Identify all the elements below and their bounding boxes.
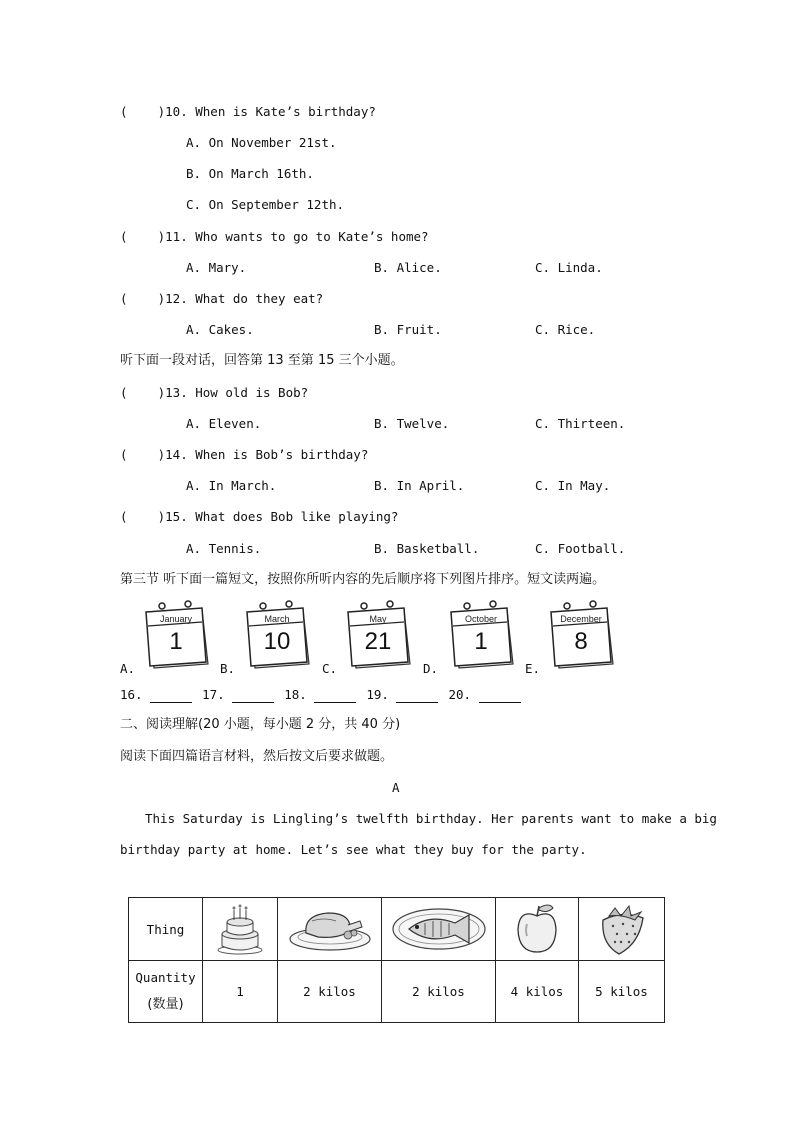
table-header-quantity: [129, 961, 203, 1023]
calendar-day: 10: [263, 628, 291, 655]
table-row: [129, 961, 665, 1023]
question-11-option-b: B. Alice.: [374, 260, 442, 275]
calendar-month: October: [464, 614, 497, 624]
calendar-icon: [144, 600, 208, 670]
question-15-option-c: C. Football.: [535, 541, 626, 556]
question-12-stem: ( )12. What do they eat?: [120, 291, 324, 306]
part-2-instruction: 阅读下面四篇语言材料，然后按文后要求做题。: [120, 749, 394, 764]
quantity-label: Quantity: [135, 970, 196, 985]
question-13-option-a: A. Eleven.: [186, 416, 262, 431]
question-14-option-a: A. In March.: [186, 478, 277, 493]
apple-icon: [513, 900, 561, 956]
fish-icon: [389, 903, 489, 953]
table-row: [129, 898, 665, 961]
section-3-heading: 第三节 听下面一篇短文，按照你所听内容的先后顺序将下列图片排序。短文读两遍。: [120, 572, 606, 587]
question-12-option-c: C. Rice.: [535, 322, 596, 337]
calendar-month: March: [264, 614, 290, 624]
answer-blanks: [120, 687, 531, 703]
answer-blank-19[interactable]: [396, 690, 438, 703]
table-cell: [382, 898, 496, 961]
answer-blank-20[interactable]: [479, 690, 521, 703]
blank-label: 16.: [120, 687, 143, 702]
question-15-stem: ( )15. What does Bob like playing?: [120, 509, 399, 524]
calendar-letter: B.: [220, 661, 236, 676]
table-cell: [496, 898, 579, 961]
table-cell: [579, 898, 665, 961]
question-14-option-c: C. In May.: [535, 478, 611, 493]
passage-line-1: This Saturday is Lingling’s twelfth birthday. Her parents want to make a big: [145, 811, 717, 826]
question-14-stem: ( )14. When is Bob’s birthday?: [120, 447, 369, 462]
calendar-letter: A.: [120, 661, 136, 676]
table-cell-quantity: 1: [203, 961, 278, 1023]
calendar-icon: [449, 600, 513, 670]
calendar-day: 1: [169, 628, 183, 655]
question-10-option-b: B. On March 16th.: [186, 166, 314, 181]
calendar-day: 8: [574, 628, 588, 655]
question-13-stem: ( )13. How old is Bob?: [120, 385, 309, 400]
passage-line-2: birthday party at home. Let’s see what they buy for the party.: [120, 842, 587, 857]
calendar-icon: [245, 600, 309, 670]
blank-label: 18.: [284, 687, 307, 702]
table-cell-quantity: 4 kilos: [496, 961, 579, 1023]
question-12-option-b: B. Fruit.: [374, 322, 442, 337]
calendar-day: 1: [474, 628, 488, 655]
shopping-table: [128, 897, 665, 1023]
answer-blank-17[interactable]: [232, 690, 274, 703]
table-cell-quantity: 2 kilos: [278, 961, 382, 1023]
calendar-day: 21: [364, 628, 392, 655]
question-14-option-b: B. In April.: [374, 478, 465, 493]
blank-label: 19.: [366, 687, 389, 702]
answer-blank-16[interactable]: [150, 690, 192, 703]
question-10-option-a: A. On November 21st.: [186, 135, 337, 150]
question-12-option-a: A. Cakes.: [186, 322, 254, 337]
question-11-option-c: C. Linda.: [535, 260, 603, 275]
question-10-stem: ( )10. When is Kate’s birthday?: [120, 104, 376, 119]
question-13-option-b: B. Twelve.: [374, 416, 450, 431]
passage-label: A: [392, 780, 400, 795]
table-cell: [203, 898, 278, 961]
answer-blank-18[interactable]: [314, 690, 356, 703]
strawberry-icon: [595, 900, 649, 956]
question-11-stem: ( )11. Who wants to go to Kate’s home?: [120, 229, 429, 244]
calendar-month: May: [369, 614, 387, 624]
instruction-13-15: 听下面一段对话，回答第 13 至第 15 三个小题。: [120, 353, 404, 368]
table-cell: [278, 898, 382, 961]
calendar-icon: [346, 600, 410, 670]
blank-label: 17.: [202, 687, 225, 702]
chicken-icon: [288, 903, 372, 953]
question-11-option-a: A. Mary.: [186, 260, 247, 275]
quantity-label-zh: (数量): [147, 997, 184, 1012]
calendar-letter: D.: [423, 661, 439, 676]
calendar-month: January: [159, 614, 193, 624]
part-2-title: 二、阅读理解(20 小题，每小题 2 分，共 40 分): [120, 717, 401, 732]
calendar-month: December: [560, 614, 602, 624]
table-cell-quantity: 5 kilos: [579, 961, 665, 1023]
question-15-option-b: B. Basketball.: [374, 541, 480, 556]
table-header-thing: Thing: [129, 898, 203, 961]
question-15-option-a: A. Tennis.: [186, 541, 262, 556]
calendar-letter: C.: [322, 661, 338, 676]
cake-icon: [214, 900, 266, 956]
question-10-option-c: C. On September 12th.: [186, 197, 345, 212]
calendar-icon: [549, 600, 613, 670]
question-13-option-c: C. Thirteen.: [535, 416, 626, 431]
table-cell-quantity: 2 kilos: [382, 961, 496, 1023]
calendar-letter: E.: [525, 661, 541, 676]
blank-label: 20.: [448, 687, 472, 702]
